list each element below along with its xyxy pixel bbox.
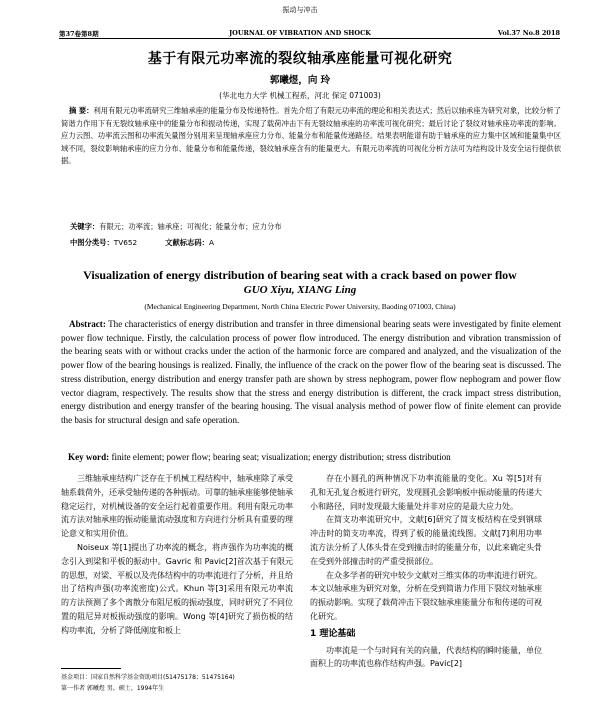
section-heading: 1 理论基础 <box>310 628 356 639</box>
body-paragraph: 在简支功率流研究中，文献[6]研究了简支板结构在受到钢球冲击时的简支功率流，得到了板的能量流线图。文献[7]利用功率流方法分析了人体头骨在受到撞击时的能量分布，以此来确定头骨在受到外部撞击时的严重受损部位。 <box>310 515 542 566</box>
body-paragraph: Noiseux 等[1]提出了功率流的概念，将声强作为功率流的概念引入到梁和平板的振动中。Gavric 和 Pavic[2]首次基于有限元的思想，对梁、平板以及壳体结构中的功率流进行了分析，并且给出了结构声强(功率流密度)公式。Khun 等[3]采用有限元功率流的方法预测了多个离散分布阻尼板的振动强度，同时研究了不同位置的阻尼异对板振动强度的影响。Wong 等[4]研究了损伤板的结构功率流，分析了降低刚度和板上 <box>61 542 293 635</box>
abstract-en-label: Abstract: <box>69 319 106 329</box>
footnote-rule <box>61 668 121 669</box>
body-paragraph: 在众多学者的研究中较少文献对三维实体的功率流进行研究。本文以轴承座为研究对象，分析在受到简谐力作用下裂纹对轴承座的振动影响。实现了载荷冲击下裂纹轴承座能量分布和传递的可视化研究。 <box>310 570 542 621</box>
footnote-funding: 基金项目：国家自然科学基金资助项目(51475178；51475164) <box>61 674 235 681</box>
abstract-cn-label: 摘 要： <box>69 106 94 115</box>
abstract-en <box>61 318 561 428</box>
title-cn: 基于有限元功率流的裂纹轴承座能量可视化研究 <box>147 51 453 67</box>
abstract-cn-text: 利用有限元功率流研究三维轴承座的能量分布及传递特性。首先介绍了有限元功率流的理论和相关表达式；然后以轴承座为研究对象，比较分析了简谐力作用下有无裂纹轴承座中的能量分布和振动传递，实现了载荷冲击下有无裂纹轴承座的功率流可视化研究；最后讨论了裂纹对轴承座功率流的影响。应力云图、功率流云图和功率流矢量图分别用来呈现轴承座应力分布、能量分布和能量传递路径。结果表明能谱有助于轴承座的应力集中区域和能量集中区域不同，裂纹影响轴承座的应力分布、能量分布和能量传递，裂纹轴承座含有的能量更大。有限元功率流的可视化分析方法可为结构设计及安全运行提供依据。 <box>61 106 561 166</box>
body-left-column <box>61 472 293 638</box>
header-rule <box>59 38 560 39</box>
header-volume-en: Vol.37 No.8 2018 <box>497 29 560 37</box>
abstract-cn <box>61 105 561 168</box>
affiliation-en: (Mechanical Engineering Department, North China Electric Power University, Baoding 071003, China) <box>144 302 456 311</box>
doc-code-label: 文献标志码： <box>165 238 209 247</box>
body-paragraph: 存在小圆孔的两种情况下功率流能量的变化。Xu 等[5]对有孔和无孔复合板进行研究，发现圆孔会影响板中振动能量的传递大小和路径，同时发现最大能量处并非对应的是最大应力处。 <box>310 474 542 511</box>
keywords-cn-label: 关键字： <box>70 222 100 231</box>
body-paragraph: 功率流是一个与时间有关的向量，代表结构的瞬时能量，单位面积上的功率流也称作结构声强。Pavic[2] <box>310 645 542 669</box>
affiliation-cn: (华北电力大学 机械工程系，河北 保定 071003) <box>219 91 381 100</box>
keywords-en-label: Key word: <box>68 452 110 462</box>
title-en: Visualization of energy distribution of bearing seat with a crack based on power flow <box>83 268 517 282</box>
authors-en: GUO Xiyu, XIANG Ling <box>243 284 357 296</box>
body-paragraph: 三维轴承座结构广泛存在于机械工程结构中，轴承座除了承受轴系载荷外，还承受轴传递的各种振动。可靠的轴承座能够使轴承稳定运行，对机械设备的安全运行起着重要作用。利用有限元功率流方法对轴承座的振动能量流动强度和方向进行分析具有重要的理论意义和实用价值。 <box>61 474 293 539</box>
keywords-cn <box>70 222 282 232</box>
body-right-column <box>310 472 542 671</box>
keywords-en <box>68 452 451 462</box>
authors-cn: 郭曦煜，向 玲 <box>269 75 331 86</box>
journal-running-title: 振动与冲击 <box>282 6 318 14</box>
abstract-en-text: The characteristics of energy distribution and transfer in three dimensional bearing seats were investigated by finite element power flow technique. Firstly, the calculation process of power flow introduced. The energy distribution and vibration transmission of the bearing seats with or without cracks under the action of the harmonic force are compared and analyzed, and the visualization of the power flow of the bearing housings is realized. Finally, the influence of the crack on the power flow of the bearing seat is discussed. The stress distribution, energy distribution and energy transfer path are shown by stress nephogram, power flow nephogram and power flow vector diagram, respectively. The results show that the stress and energy distribution is different, the crack impact stress distribution, energy distribution and energy transfer of the bearing housing. The visual analysis method of power flow of finite element can provide the basis for structural design and safe operation. <box>61 319 562 425</box>
doc-code-value: A <box>208 238 214 247</box>
header-volume-cn: 第37卷第8期 <box>59 30 99 38</box>
keywords-cn-text: 有限元；功率流；轴承座；可视化；能量分布；应力分布 <box>99 222 282 231</box>
keywords-en-text: finite element; power flow; bearing seat; visualization; energy distribution; stress distribution <box>111 452 451 462</box>
clc-label: 中图分类号： <box>70 238 114 247</box>
header-journal-en: JOURNAL OF VIBRATION AND SHOCK <box>229 29 371 37</box>
footnote-author: 第一作者 郭曦煜 男，硕士，1994年生 <box>61 685 165 692</box>
classification-line <box>70 238 214 248</box>
clc-value: TV652 <box>113 238 138 247</box>
